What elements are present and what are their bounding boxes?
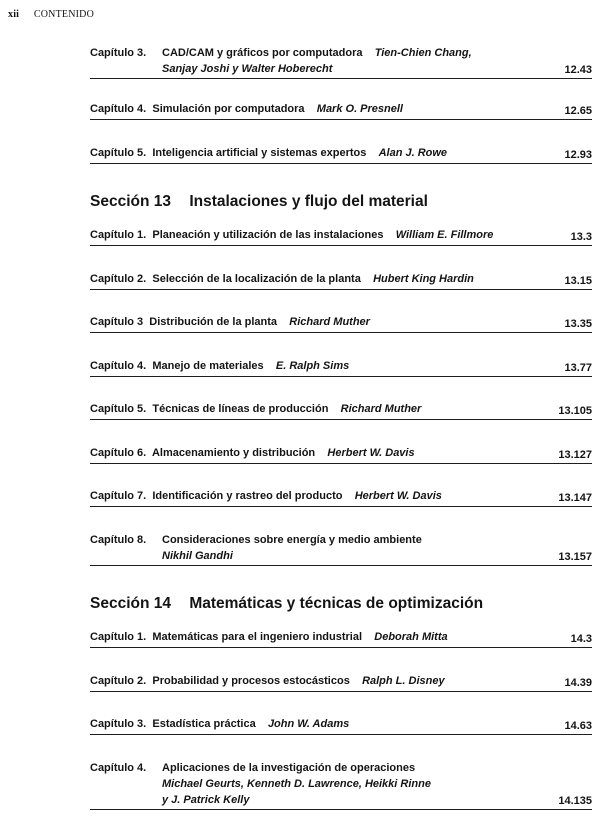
- chapter-page: 13.35: [564, 318, 592, 330]
- chapter-author: William E. Fillmore: [395, 229, 494, 241]
- chapter-page: 13.127: [558, 449, 592, 461]
- chapter-author: Michael Geurts, Kenneth D. Lawrence, Heikki Rinne: [162, 778, 431, 790]
- entry-text: [90, 401, 592, 417]
- toc-entry[interactable]: [90, 101, 592, 120]
- chapter-author: Richard Muther: [340, 403, 422, 415]
- chapter-page: 14.3: [570, 633, 592, 645]
- section-number: Sección 14: [90, 595, 171, 612]
- chapter-author: Herbert W. Davis: [354, 490, 442, 502]
- chapter-title: Matemáticas para el ingeniero industrial: [152, 631, 363, 643]
- entry-text: [90, 673, 592, 689]
- toc-entry[interactable]: [90, 227, 592, 246]
- chapter-page: 14.135: [558, 795, 592, 807]
- toc-entry[interactable]: [90, 145, 592, 164]
- chapter-title: Técnicas de líneas de producción: [152, 403, 329, 415]
- chapter-label: Capítulo 2.: [90, 273, 147, 285]
- chapter-page: 13.77: [564, 362, 592, 374]
- chapter-label: Capítulo 7.: [90, 490, 147, 502]
- entry-text: [90, 358, 592, 374]
- chapter-title: Planeación y utilización de las instalaciones: [152, 229, 384, 241]
- toc-entry[interactable]: [90, 314, 592, 333]
- chapter-label: Capítulo 5.: [90, 403, 147, 415]
- page-number: xii: [8, 9, 20, 20]
- chapter-page: 12.43: [564, 64, 592, 76]
- toc-entry[interactable]: [90, 445, 592, 464]
- chapter-author: E. Ralph Sims: [275, 360, 350, 372]
- chapter-label: Capítulo 1.: [90, 631, 147, 643]
- chapter-title: CAD/CAM y gráficos por computadora: [162, 47, 363, 59]
- chapter-page: 13.157: [558, 551, 592, 563]
- chapter-author: John W. Adams: [267, 718, 350, 730]
- chapter-label: Capítulo 3.: [90, 718, 147, 730]
- chapter-title: Probabilidad y procesos estocásticos: [152, 675, 350, 687]
- entry-text: [90, 532, 592, 564]
- entry-text: [90, 629, 592, 645]
- chapter-label: Capítulo 6.: [90, 447, 147, 459]
- chapter-title: Aplicaciones de la investigación de operaciones: [162, 762, 416, 774]
- chapter-author-continued: y J. Patrick Kelly: [162, 794, 250, 806]
- chapter-title: Simulación por computadora: [152, 103, 305, 115]
- chapter-author: Hubert King Hardin: [373, 273, 474, 285]
- chapter-label: Capítulo 3: [90, 316, 144, 328]
- chapter-author: Alan J. Rowe: [378, 147, 448, 159]
- toc-entry[interactable]: [90, 488, 592, 507]
- entry-text: [90, 271, 592, 287]
- toc-entry[interactable]: [90, 532, 592, 566]
- chapter-label: Capítulo 3.: [90, 47, 147, 59]
- entry-text: [90, 314, 592, 330]
- entry-text: [90, 145, 592, 161]
- chapter-page: 14.39: [564, 677, 592, 689]
- chapter-label: Capítulo 2.: [90, 675, 147, 687]
- toc-entry[interactable]: [90, 716, 592, 735]
- chapter-author: Richard Muther: [289, 316, 370, 328]
- toc-entry[interactable]: [90, 629, 592, 648]
- chapter-page: 12.93: [564, 149, 592, 161]
- entry-text: [90, 445, 592, 461]
- chapter-title: Identificación y rastreo del producto: [152, 490, 343, 502]
- section-number: Sección 13: [90, 193, 171, 210]
- chapter-title: Manejo de materiales: [152, 360, 264, 372]
- chapter-title: Almacenamiento y distribución: [151, 447, 316, 459]
- chapter-author: Mark O. Presnell: [316, 103, 403, 115]
- toc-entry[interactable]: [90, 45, 592, 79]
- chapter-page: 13.15: [564, 275, 592, 287]
- chapter-title: Selección de la localización de la planta: [152, 273, 361, 285]
- entry-text: [90, 716, 592, 732]
- section-heading: [90, 192, 592, 212]
- chapter-label: Capítulo 5.: [90, 147, 147, 159]
- chapter-label: Capítulo 4.: [90, 762, 147, 774]
- chapter-label: Capítulo 4.: [90, 103, 147, 115]
- chapter-author: Tien-Chien Chang,: [374, 47, 472, 59]
- chapter-label: Capítulo 4.: [90, 360, 147, 372]
- chapter-label: Capítulo 1.: [90, 229, 147, 241]
- chapter-title: Consideraciones sobre energía y medio ambiente: [162, 534, 422, 546]
- chapter-page: 13.147: [558, 492, 592, 504]
- entry-text: [90, 45, 592, 77]
- chapter-title: Distribución de la planta: [149, 316, 278, 328]
- toc-entry[interactable]: [90, 271, 592, 290]
- toc-entry[interactable]: [90, 760, 592, 810]
- toc-entry[interactable]: [90, 673, 592, 692]
- chapter-author-continued: Sanjay Joshi y Walter Hoberecht: [162, 63, 333, 75]
- section-title: Matemáticas y técnicas de optimización: [189, 595, 484, 612]
- chapter-author: Herbert W. Davis: [327, 447, 415, 459]
- chapter-title: Inteligencia artificial y sistemas expertos: [152, 147, 367, 159]
- entry-text: [90, 227, 592, 243]
- chapter-title: Estadística práctica: [152, 718, 256, 730]
- chapter-label: Capítulo 8.: [90, 534, 147, 546]
- entry-text: [90, 101, 592, 117]
- chapter-page: 12.65: [564, 105, 592, 117]
- running-head: [8, 9, 94, 20]
- entry-text: [90, 488, 592, 504]
- chapter-page: 13.3: [570, 231, 592, 243]
- chapter-page: 14.63: [564, 720, 592, 732]
- section-heading: [90, 594, 592, 614]
- toc-entry[interactable]: [90, 358, 592, 377]
- toc-entry[interactable]: [90, 401, 592, 420]
- chapter-author: Deborah Mitta: [374, 631, 448, 643]
- chapter-page: 13.105: [558, 405, 592, 417]
- section-title: Instalaciones y flujo del material: [189, 193, 428, 210]
- chapter-author: Ralph L. Disney: [362, 675, 445, 687]
- chapter-author: Nikhil Gandhi: [162, 550, 233, 562]
- entry-text: [90, 760, 592, 808]
- running-title: CONTENIDO: [33, 9, 95, 20]
